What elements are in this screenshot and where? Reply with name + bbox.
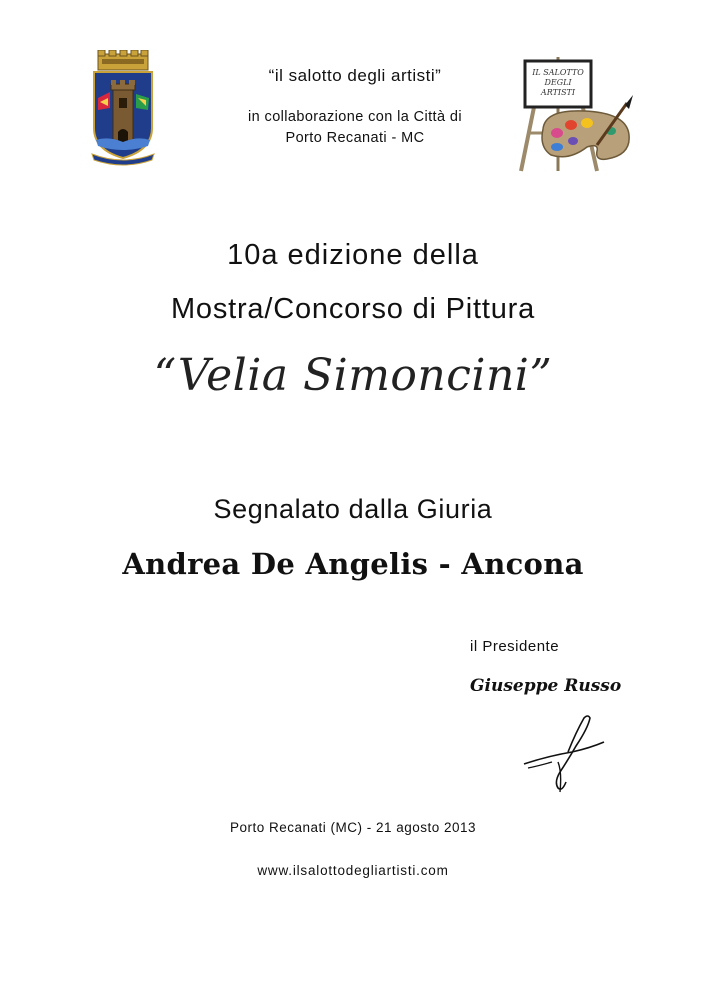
easel-palette-logo-icon	[515, 55, 635, 173]
president-name: Giuseppe Russo	[470, 676, 622, 696]
website-url: www.ilsalottodegliartisti.com	[257, 863, 449, 878]
contest-heading: Mostra/Concorso di Pittura	[170, 293, 536, 325]
winner-name: Andrea De Angelis - Ancona	[122, 547, 584, 581]
edition-heading: 10a edizione della	[227, 239, 479, 271]
easel-text-line2: DEGLI	[544, 78, 572, 87]
place-and-date: Porto Recanati (MC) - 21 agosto 2013	[229, 820, 477, 835]
easel-text-line3: ARTISTI	[540, 88, 576, 97]
president-title: il Presidente	[470, 638, 560, 655]
honoree-name: “Velia Simoncini”	[153, 350, 553, 401]
collaboration-line1: in collaborazione con la Città di	[248, 109, 462, 125]
organization-name: “il salotto degli artisti”	[268, 66, 442, 85]
signature-icon	[518, 712, 610, 798]
collaboration-text	[180, 107, 530, 149]
city-coat-of-arms-icon	[88, 50, 158, 168]
easel-text-line1: IL SALOTTO	[532, 68, 584, 77]
collaboration-line2: Porto Recanati - MC	[285, 130, 425, 146]
jury-mention: Segnalato dalla Giuria	[213, 494, 493, 524]
